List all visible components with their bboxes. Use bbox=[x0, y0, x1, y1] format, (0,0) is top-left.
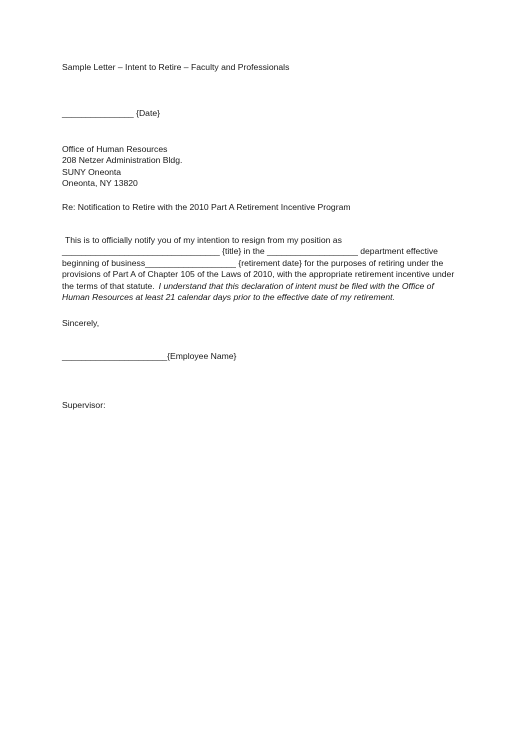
statute-text: the terms of that statute. bbox=[62, 280, 155, 291]
employee-label: {Employee Name} bbox=[167, 351, 237, 361]
declaration-text: I understand that this declaration of intent must be filed with the Office of bbox=[158, 280, 434, 291]
document-title: Sample Letter – Intent to Retire – Faculty and Professionals bbox=[62, 62, 290, 72]
letter-body bbox=[62, 235, 482, 303]
title-blank: _________________________________ bbox=[62, 246, 220, 257]
date-blank: _______________ bbox=[62, 108, 134, 118]
body-line-3 bbox=[62, 258, 482, 269]
body-line-1: This is to officially notify you of my intention to resign from my position as bbox=[65, 235, 342, 245]
supervisor-label: Supervisor: bbox=[62, 400, 106, 410]
address-line: 208 Netzer Administration Bldg. bbox=[62, 155, 183, 166]
retirement-date-label: {retirement date} for the purposes of retiring under the bbox=[235, 257, 444, 268]
address-line: SUNY Oneonta bbox=[62, 166, 122, 177]
address-line: Office of Human Resources bbox=[62, 144, 168, 154]
date-line bbox=[62, 108, 482, 119]
employee-blank: ______________________ bbox=[62, 351, 168, 361]
body-line-2 bbox=[62, 246, 482, 257]
closing: Sincerely, bbox=[62, 318, 100, 328]
body-line-5 bbox=[62, 281, 482, 292]
subject-line: Re: Notification to Retire with the 2010 Part A Retirement Incentive Program bbox=[62, 202, 351, 212]
recipient-address bbox=[62, 144, 482, 190]
business-text: beginning of business bbox=[62, 257, 146, 268]
retirement-date-blank: ___________________ bbox=[145, 257, 236, 268]
title-label: {title} in the bbox=[219, 246, 268, 257]
date-label: {Date} bbox=[133, 108, 160, 118]
department-blank: ___________________ bbox=[267, 246, 358, 257]
department-label: department effective bbox=[357, 246, 438, 257]
body-line-4: provisions of Part A of Chapter 105 of the Laws of 2010, with the appropriate retirement incentive under bbox=[62, 269, 455, 280]
body-line-6: Human Resources at least 21 calendar days prior to the effective date of my retirement. bbox=[62, 291, 395, 302]
employee-signature-line bbox=[62, 351, 482, 362]
address-line: Oneonta, NY 13820 bbox=[62, 178, 138, 189]
